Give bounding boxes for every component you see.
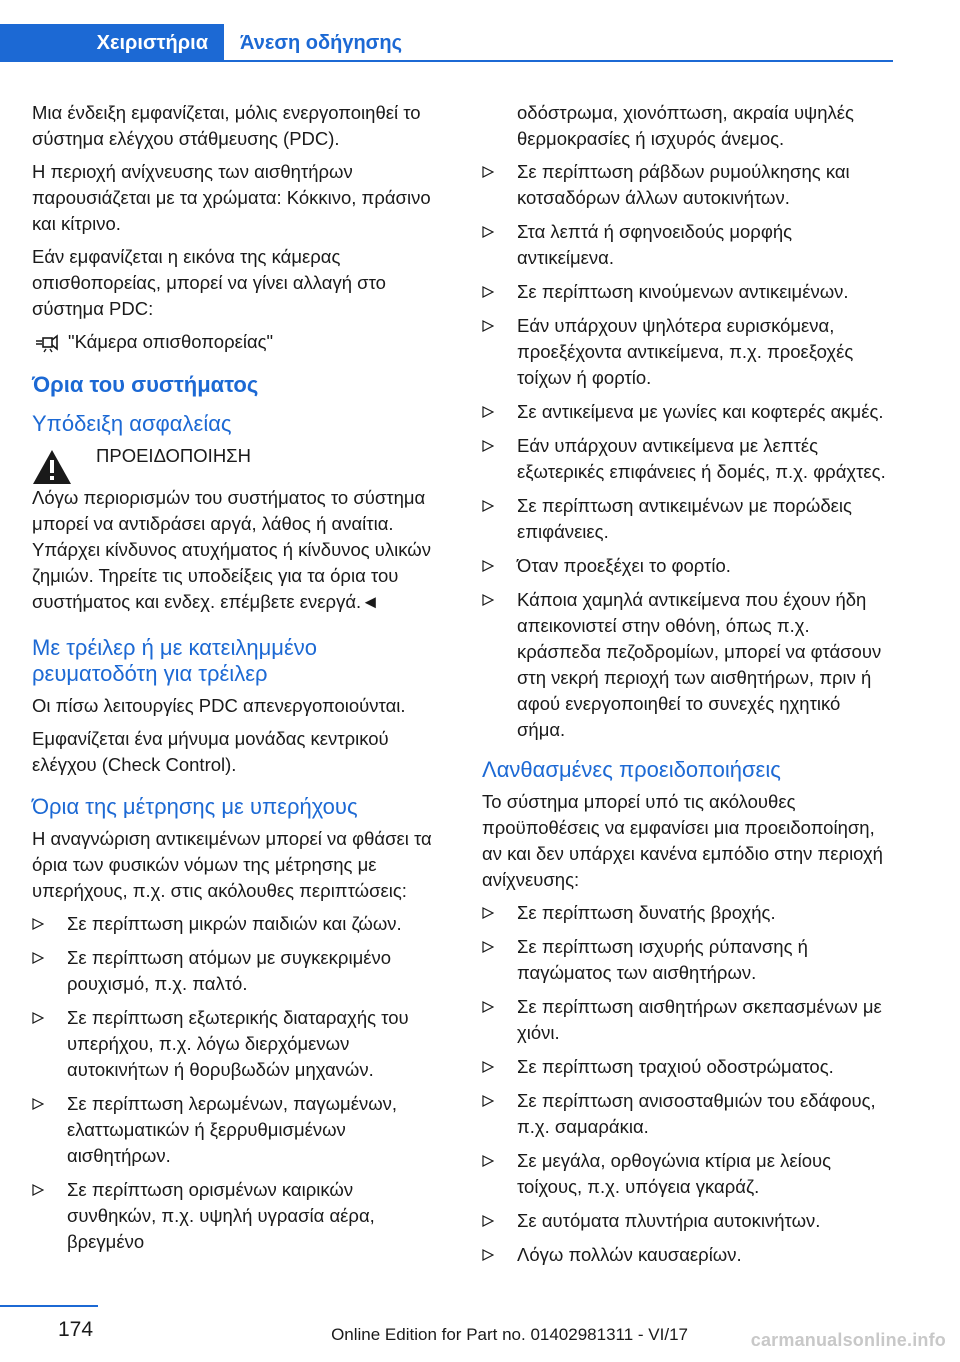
edition-text: Online Edition for Part no. 01402981311 - VI/17: [331, 1325, 688, 1344]
triangle-bullet-icon: [32, 1012, 44, 1024]
list-item: [32, 1005, 442, 1083]
paragraph-trailer-1: Οι πίσω λειτουργίες PDC απενεργοποιούνται.: [32, 695, 406, 716]
heading-false-warnings: Λανθασμένες προειδοποιήσεις: [482, 757, 781, 782]
triangle-bullet-icon: [482, 500, 494, 512]
list-item-text: Σε περίπτωση δυνατής βροχής.: [517, 902, 776, 923]
list-item: [482, 399, 892, 425]
triangle-bullet-icon: [482, 1095, 494, 1107]
list-item-text: Λόγω πολλών καυσαερίων.: [517, 1244, 742, 1265]
triangle-bullet-icon: [482, 166, 494, 178]
triangle-bullet-icon: [482, 1001, 494, 1013]
footer-rule: [0, 1305, 98, 1307]
list-item-text: Στα λεπτά ή σφηνοειδούς μορφής αντικείμενα.: [517, 221, 793, 268]
list-item: [482, 159, 892, 211]
list-item-text: Σε περίπτωση αντικειμένων με πορώδεις επιφάνειες.: [517, 495, 852, 542]
triangle-bullet-icon: [482, 406, 494, 418]
paragraph-camera: Εάν εμφανίζεται η εικόνα της κάμερας οπισθοπορείας, μπορεί να γίνει αλλαγή στο σύστημα PDC:: [32, 246, 386, 319]
triangle-bullet-icon: [32, 1098, 44, 1110]
triangle-bullet-icon: [482, 226, 494, 238]
list-item: [32, 945, 442, 997]
list-item: [482, 587, 892, 743]
ultrasonic-list: [32, 911, 442, 1255]
page-header: [0, 24, 893, 62]
heading-ultrasonic-limits: Όρια της μέτρησης με υπερήχους: [32, 794, 358, 819]
triangle-bullet-icon: [482, 286, 494, 298]
warning-triangle-icon: [32, 449, 72, 485]
list-item: [32, 1091, 442, 1169]
heading-safety-note: Υπόδειξη ασφαλείας: [32, 411, 232, 436]
list-item-text: Σε περίπτωση λερωμένων, παγωμένων, ελαττωματικών ή ξερρυθμισμένων αισθητήρων.: [67, 1093, 398, 1166]
paragraph-trailer-2: Εμφανίζεται ένα μήνυμα μονάδας κεντρικού ελέγχου (Check Control).: [32, 728, 389, 775]
list-item: [482, 1054, 892, 1080]
list-item: [482, 994, 892, 1046]
triangle-bullet-icon: [482, 560, 494, 572]
list-continuation: οδόστρωμα, χιονόπτωση, ακραία υψηλές θερμοκρασίες ή ισχυρός άνεμος.: [517, 102, 854, 149]
triangle-bullet-icon: [482, 1061, 494, 1073]
list-item-text: Σε περίπτωση ανισοσταθμιών του εδάφους, π.χ. σαμαράκια.: [517, 1090, 876, 1137]
list-item-text: Σε περίπτωση τραχιού οδοστρώματος.: [517, 1056, 834, 1077]
heading-trailer: Με τρέιλερ ή με κατειλημμένο ρευματοδότη για τρέιλερ: [32, 635, 317, 686]
list-item: [482, 1242, 892, 1268]
list-item: [482, 313, 892, 391]
list-item-text: Σε περίπτωση μικρών παιδιών και ζώων.: [67, 913, 402, 934]
list-item: [482, 553, 892, 579]
paragraph-ultrasonic: Η αναγνώριση αντικειμένων μπορεί να φθάσει τα όρια των φυσικών νόμων της μέτρησης με υπερήχους, π.χ. στις ακόλουθες περιπτώσεις:: [32, 828, 432, 901]
warning-block: [32, 443, 442, 485]
triangle-bullet-icon: [482, 1155, 494, 1167]
triangle-bullet-icon: [482, 594, 494, 606]
list-item-text: Σε περίπτωση ορισμένων καιρικών συνθηκών, π.χ. υψηλή υγρασία αέρα, βρεγμένο: [67, 1179, 375, 1252]
list-item-text: Εάν υπάρχουν αντικείμενα με λεπτές εξωτερικές επιφάνειες ή δομές, π.χ. φράχτες.: [517, 435, 886, 482]
triangle-bullet-icon: [482, 320, 494, 332]
list-item: [32, 911, 442, 937]
limits-list: [482, 159, 892, 743]
triangle-bullet-icon: [482, 907, 494, 919]
camera-row: [32, 329, 442, 355]
list-item-text: Σε περίπτωση ράβδων ρυμούλκησης και κοτσαδόρων άλλων αυτοκινήτων.: [517, 161, 850, 208]
list-item-text: Σε αυτόματα πλυντήρια αυτοκινήτων.: [517, 1210, 821, 1231]
false-warnings-list: [482, 900, 892, 1268]
list-item-text: Σε περίπτωση αισθητήρων σκεπασμένων με χιόνι.: [517, 996, 882, 1043]
tab-driving-comfort: Άνεση οδήγησης: [240, 31, 402, 54]
list-item: [482, 1088, 892, 1140]
list-item-text: Σε αντικείμενα με γωνίες και κοφτερές ακμές.: [517, 401, 884, 422]
triangle-bullet-icon: [32, 952, 44, 964]
paragraph-display: Μια ένδειξη εμφανίζεται, μόλις ενεργοποιηθεί το σύστημα ελέγχου στάθμευσης (PDC).: [32, 102, 421, 149]
list-item-text: Σε περίπτωση κινούμενων αντικειμένων.: [517, 281, 849, 302]
list-item-text: Όταν προεξέχει το φορτίο.: [517, 555, 731, 576]
triangle-bullet-icon: [32, 1184, 44, 1196]
paragraph-false-warnings: Το σύστημα μπορεί υπό τις ακόλουθες προϋποθέσεις να εμφανίσει μια προειδοποίηση, αν και δεν υπάρχει κανένα εμπόδιο στην περιοχή ανίχνευσης:: [482, 791, 883, 890]
list-item-text: Σε περίπτωση ισχυρής ρύπανσης ή παγώματος των αισθητήρων.: [517, 936, 808, 983]
list-item: [482, 1148, 892, 1200]
heading-system-limits: Όρια του συστήματος: [32, 372, 259, 397]
list-item: [482, 1208, 892, 1234]
left-column: [32, 100, 442, 1263]
triangle-bullet-icon: [482, 1249, 494, 1261]
list-item: [32, 1177, 442, 1255]
list-item: [482, 219, 892, 271]
list-item-text: Σε μεγάλα, ορθογώνια κτίρια με λείους τοίχους, π.χ. υπόγεια γκαράζ.: [517, 1150, 832, 1197]
tab-controls: Χειριστήρια: [0, 24, 224, 62]
triangle-bullet-icon: [32, 918, 44, 930]
camera-label: "Κάμερα οπισθοπορείας": [68, 331, 274, 352]
watermark: carmanualsonline.info: [750, 1330, 946, 1350]
warning-text: Λόγω περιορισμών του συστήματος το σύστημα μπορεί να αντιδράσει αργά, λάθος ή αναίτια. Υπάρχει κίνδυνος ατυχήματος ή κίνδυνος υλικών ζημιών. Τηρείτε τις υποδείξεις για τα όρια του συστήματος και ενδεχ. επέμβετε ενεργά.◄: [32, 487, 431, 612]
page-number: 174: [58, 1318, 94, 1341]
list-item: [482, 900, 892, 926]
list-item: [482, 279, 892, 305]
triangle-bullet-icon: [482, 440, 494, 452]
list-item: [482, 433, 892, 485]
triangle-bullet-icon: [482, 1215, 494, 1227]
right-column: [482, 100, 892, 1276]
list-item-text: Εάν υπάρχουν ψηλότερα ευρισκόμενα, προεξέχοντα αντικείμενα, π.χ. προεξοχές τοίχων ή φορτίο.: [517, 315, 854, 388]
list-item: [482, 934, 892, 986]
paragraph-colors: Η περιοχή ανίχνευσης των αισθητήρων παρουσιάζεται με τα χρώματα: Κόκκινο, πράσινο και κίτρινο.: [32, 161, 431, 234]
list-item-text: Σε περίπτωση εξωτερικής διαταραχής του υπερήχου, π.χ. λόγω διερχόμενων αυτοκινήτων ή θορυβωδών μηχανών.: [67, 1007, 409, 1080]
triangle-bullet-icon: [482, 941, 494, 953]
rear-view-camera-icon: [32, 331, 62, 353]
list-item-text: Κάποια χαμηλά αντικείμενα που έχουν ήδη απεικονιστεί στην οθόνη, όπως π.χ. κράσπεδα πεζοδρομίων, μπορεί να φτάσουν στη νεκρή περιοχή των αισθητήρων, πριν ή αφού ενεργοποιηθεί το συνεχές ηχητικό σήμα.: [517, 589, 882, 740]
warning-title: ΠΡΟΕΙΔΟΠΟΙΗΣΗ: [96, 445, 251, 466]
list-item: [482, 493, 892, 545]
list-item-text: Σε περίπτωση ατόμων με συγκεκριμένο ρουχισμό, π.χ. παλτό.: [67, 947, 392, 994]
